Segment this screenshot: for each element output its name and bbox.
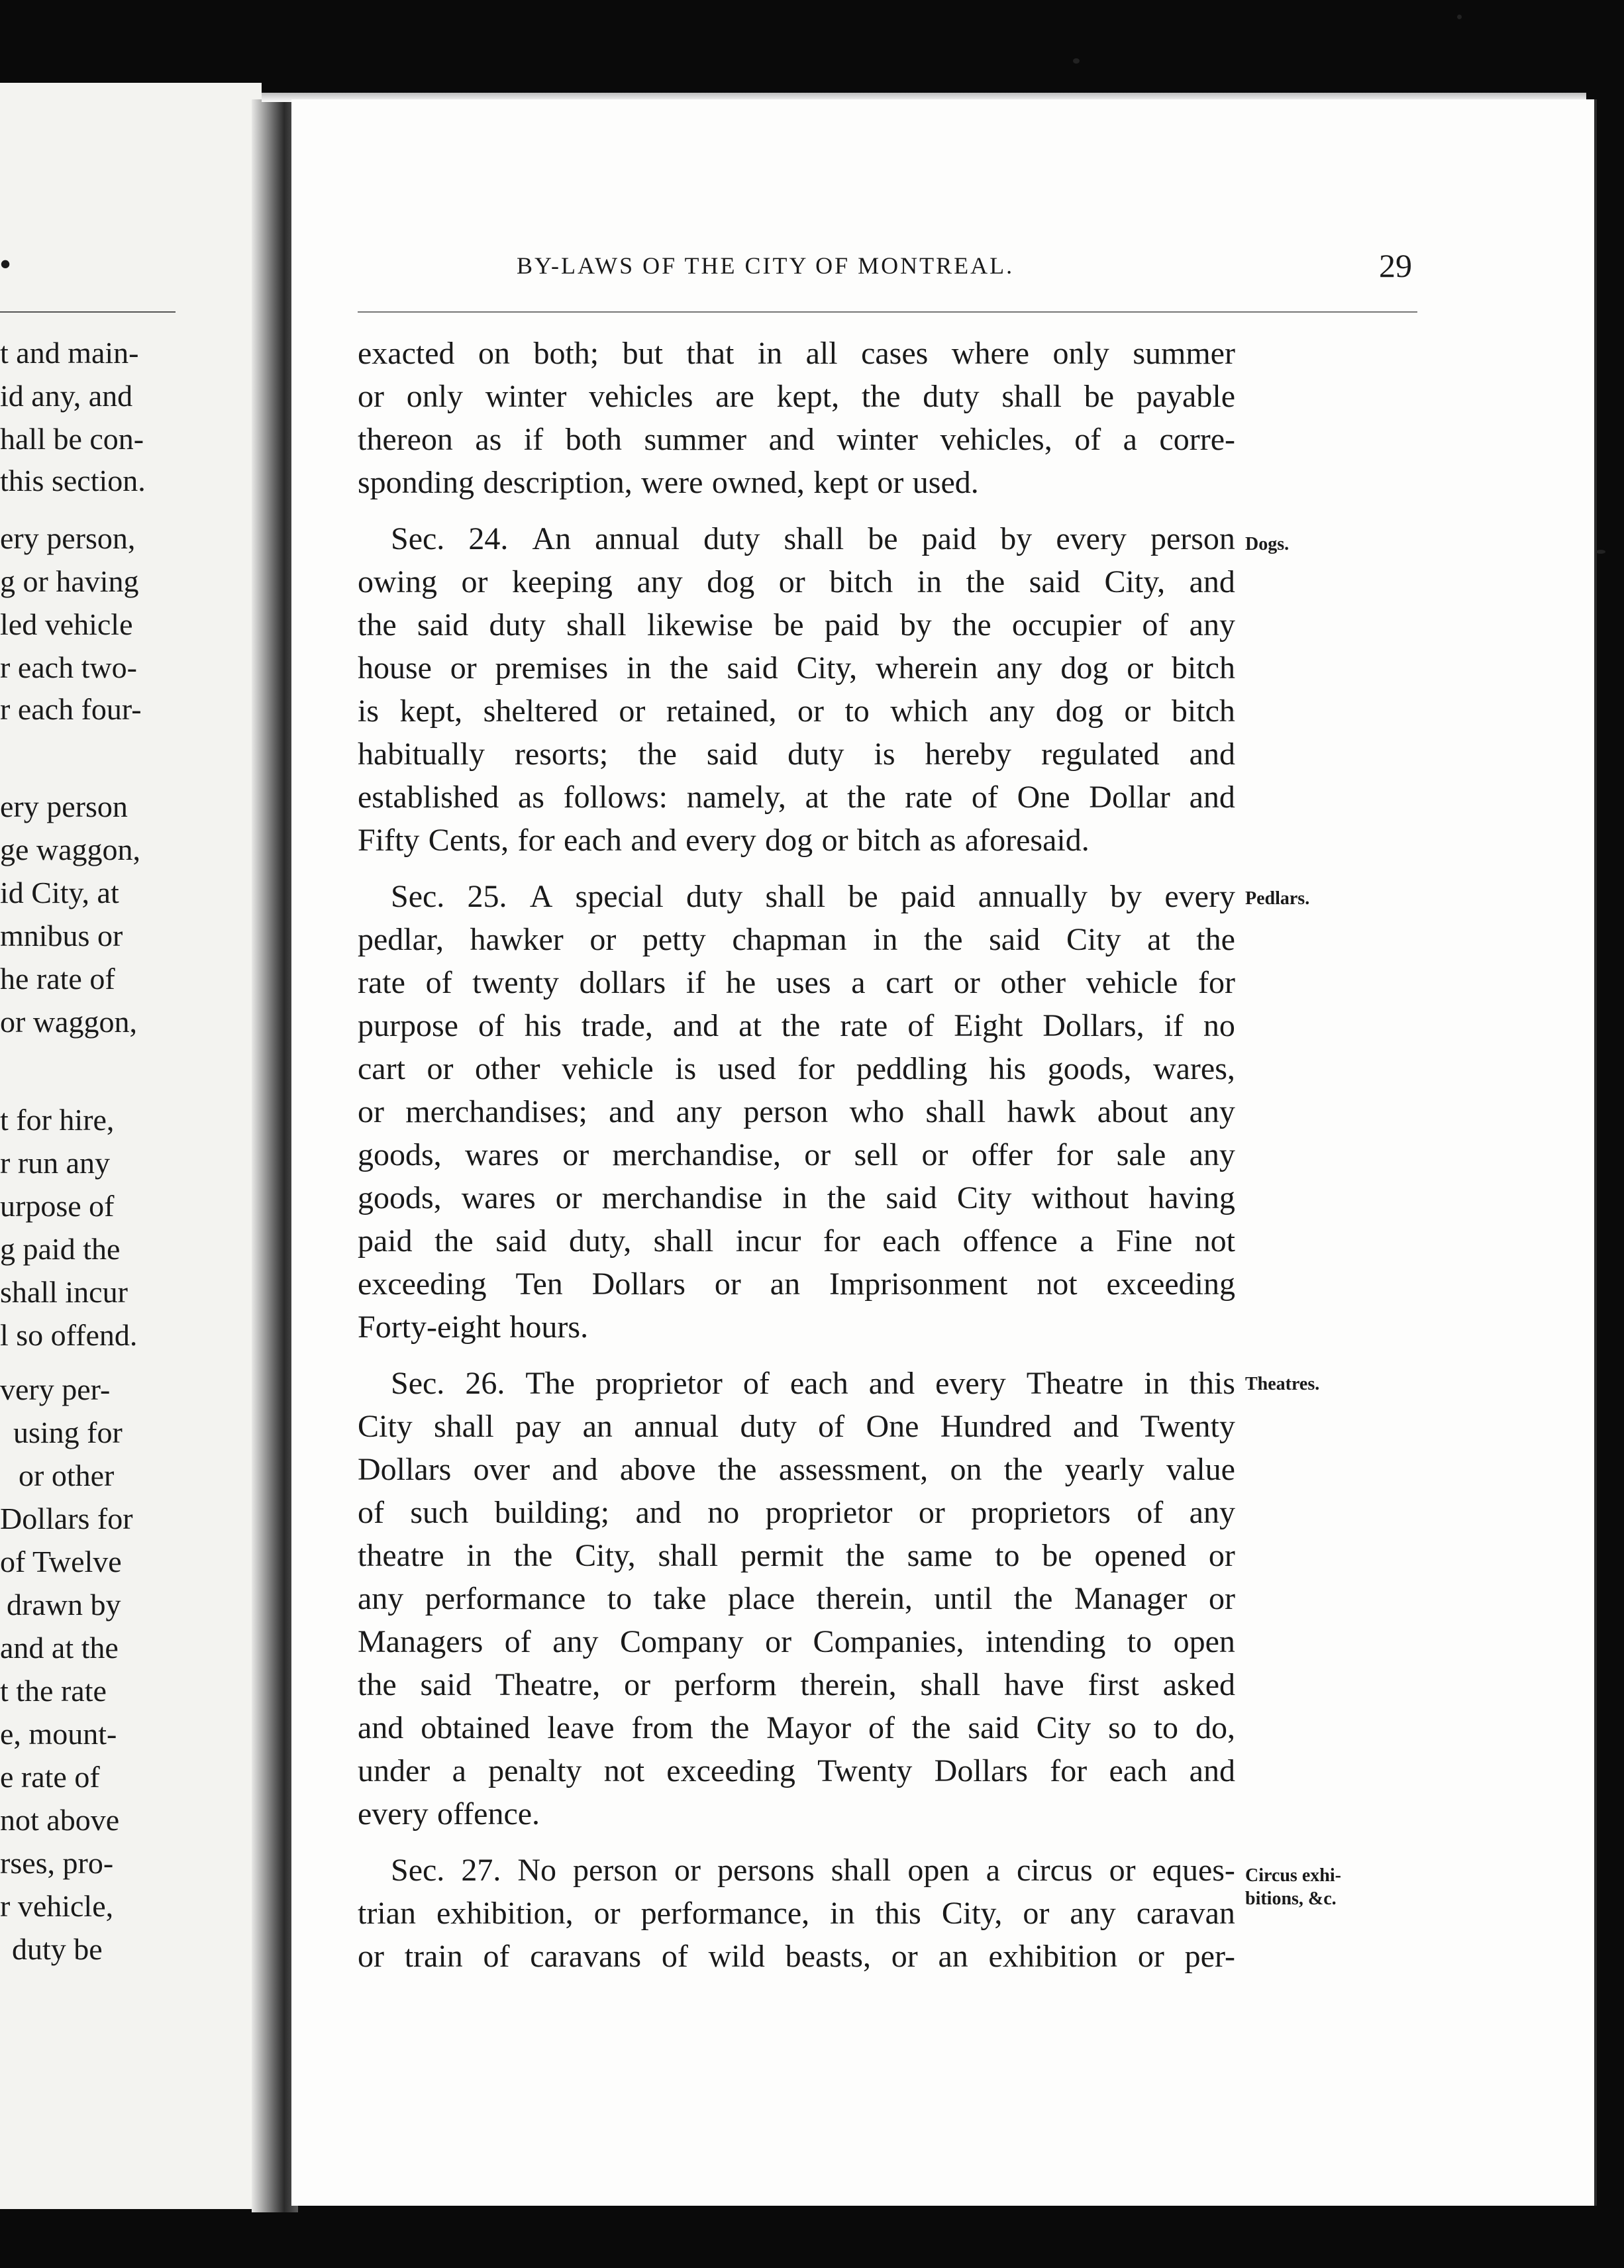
- left-page-fragment: g paid the: [0, 1232, 121, 1266]
- header-rule: [358, 311, 1417, 313]
- marginal-note-circus-2: bitions, &c.: [1245, 1888, 1337, 1909]
- scan-speck: [1596, 550, 1605, 554]
- body-line: the said Theatre, or perform therein, shall have first asked: [358, 1667, 1235, 1702]
- left-page-fragment: or other: [19, 1459, 115, 1492]
- left-page-fragment: very per-: [0, 1372, 111, 1406]
- left-page-mark: •: [0, 247, 11, 281]
- marginal-note-theatres: Theatres.: [1245, 1374, 1320, 1394]
- body-line: every offence.: [358, 1796, 540, 1831]
- left-page-fragment: id any, and: [0, 379, 133, 413]
- left-page-fragment: rses, pro-: [0, 1846, 114, 1880]
- left-page-fragment: and at the: [0, 1631, 119, 1665]
- left-page-fragment: this section.: [0, 464, 146, 497]
- left-page-rule: [0, 311, 176, 313]
- left-page-fragment: r vehicle,: [0, 1889, 114, 1923]
- body-line: Sec. 27. No person or persons shall open a circus or eques-: [391, 1853, 1235, 1888]
- left-page-fragment: hall be con-: [0, 422, 144, 456]
- left-page-fragment: using for: [13, 1416, 123, 1449]
- marginal-note-dogs: Dogs.: [1245, 534, 1290, 554]
- body-line: Forty-eight hours.: [358, 1310, 589, 1345]
- body-line: purpose of his trade, and at the rate of Eight Dollars, if no: [358, 1008, 1235, 1043]
- body-line: sponding description, were owned, kept or used.: [358, 465, 979, 500]
- left-page-fragment: drawn by: [7, 1588, 121, 1622]
- body-line: house or premises in the said City, wherein any dog or bitch: [358, 650, 1235, 686]
- left-page-fragment: ery person,: [0, 521, 136, 555]
- body-line: any performance to take place therein, until the Manager or: [358, 1581, 1235, 1616]
- body-line: Sec. 26. The proprietor of each and every Theatre in this: [391, 1366, 1235, 1401]
- scan-speck: [1457, 15, 1462, 19]
- body-line: cart or other vehicle is used for peddling his goods, wares,: [358, 1051, 1235, 1086]
- body-line: or only winter vehicles are kept, the duty shall be payable: [358, 379, 1235, 414]
- body-line: is kept, sheltered or retained, or to which any dog or bitch: [358, 694, 1235, 729]
- body-line: thereon as if both summer and winter vehicles, of a corre-: [358, 422, 1235, 457]
- body-line: City shall pay an annual duty of One Hundred and Twenty: [358, 1409, 1235, 1444]
- left-page-fragment: ge waggon,: [0, 833, 141, 866]
- left-page-fragment: r each two-: [0, 650, 137, 684]
- left-page-fragment: t the rate: [0, 1674, 107, 1708]
- scan-speck: [1073, 58, 1080, 64]
- left-page-fragment: of Twelve: [0, 1545, 122, 1578]
- marginal-note-pedlars: Pedlars.: [1245, 888, 1310, 909]
- body-line: Fifty Cents, for each and every dog or bitch as aforesaid.: [358, 823, 1090, 858]
- left-page-fragment: t for hire,: [0, 1103, 115, 1137]
- left-page-fragment: urpose of: [0, 1189, 115, 1223]
- body-line: Managers of any Company or Companies, intending to open: [358, 1624, 1235, 1659]
- body-line: Dollars over and above the assessment, on the yearly value: [358, 1452, 1235, 1487]
- body-line: goods, wares or merchandise, or sell or offer for sale any: [358, 1137, 1235, 1172]
- page-number: 29: [1379, 247, 1412, 284]
- body-line: theatre in the City, shall permit the same to be opened or: [358, 1538, 1235, 1573]
- marginal-note-circus-1: Circus exhi-: [1245, 1865, 1341, 1886]
- body-line: rate of twenty dollars if he uses a cart or other vehicle for: [358, 965, 1235, 1000]
- left-page-fragment: t and main-: [0, 336, 139, 370]
- body-line: under a penalty not exceeding Twenty Dollars for each and: [358, 1753, 1235, 1788]
- left-page-fragment: e, mount-: [0, 1717, 117, 1751]
- left-page-fragment: r each four-: [0, 692, 142, 726]
- body-line: and obtained leave from the Mayor of the said City so to do,: [358, 1710, 1235, 1745]
- left-page-fragment: e rate of: [0, 1760, 100, 1794]
- running-head: BY-LAWS OF THE CITY OF MONTREAL.: [517, 252, 1015, 279]
- body-line: Sec. 25. A special duty shall be paid annually by every: [391, 879, 1235, 914]
- left-page-fragment: or waggon,: [0, 1005, 137, 1039]
- body-line: Sec. 24. An annual duty shall be paid by every person: [391, 521, 1235, 556]
- left-page-fragment: led vehicle: [0, 607, 133, 641]
- left-page-fragment: he rate of: [0, 962, 115, 996]
- body-line: established as follows: namely, at the rate of One Dollar and: [358, 780, 1235, 815]
- body-line: pedlar, hawker or petty chapman in the said City at the: [358, 922, 1235, 957]
- left-page-fragment: r run any: [0, 1146, 111, 1180]
- body-line: or train of caravans of wild beasts, or an exhibition or per-: [358, 1939, 1235, 1974]
- body-line: exceeding Ten Dollars or an Imprisonment not exceeding: [358, 1266, 1235, 1302]
- left-page-fragment: duty be: [12, 1932, 103, 1966]
- body-line: the said duty shall likewise be paid by the occupier of any: [358, 607, 1235, 643]
- body-line: owing or keeping any dog or bitch in the said City, and: [358, 564, 1235, 599]
- body-line: exacted on both; but that in all cases where only summer: [358, 336, 1235, 371]
- left-page-fragment: mnibus or: [0, 919, 123, 953]
- left-page-fragment: ery person: [0, 790, 128, 823]
- body-line: or merchandises; and any person who shall hawk about any: [358, 1094, 1235, 1129]
- left-page-fragment: g or having: [0, 564, 139, 598]
- left-page-fragment: Dollars for: [0, 1502, 133, 1535]
- body-line: goods, wares or merchandise in the said City without having: [358, 1180, 1235, 1215]
- left-page-fragment: shall incur: [0, 1275, 128, 1309]
- left-page-fragment: l so offend.: [0, 1318, 138, 1352]
- body-line: trian exhibition, or performance, in this City, or any caravan: [358, 1896, 1235, 1931]
- left-page-fragment: id City, at: [0, 876, 119, 909]
- body-line: paid the said duty, shall incur for each offence a Fine not: [358, 1223, 1235, 1259]
- left-page-fragment: not above: [0, 1803, 120, 1837]
- body-line: habitually resorts; the said duty is hereby regulated and: [358, 737, 1235, 772]
- page-right-edge: [1586, 99, 1597, 2206]
- body-line: of such building; and no proprietor or proprietors of any: [358, 1495, 1235, 1530]
